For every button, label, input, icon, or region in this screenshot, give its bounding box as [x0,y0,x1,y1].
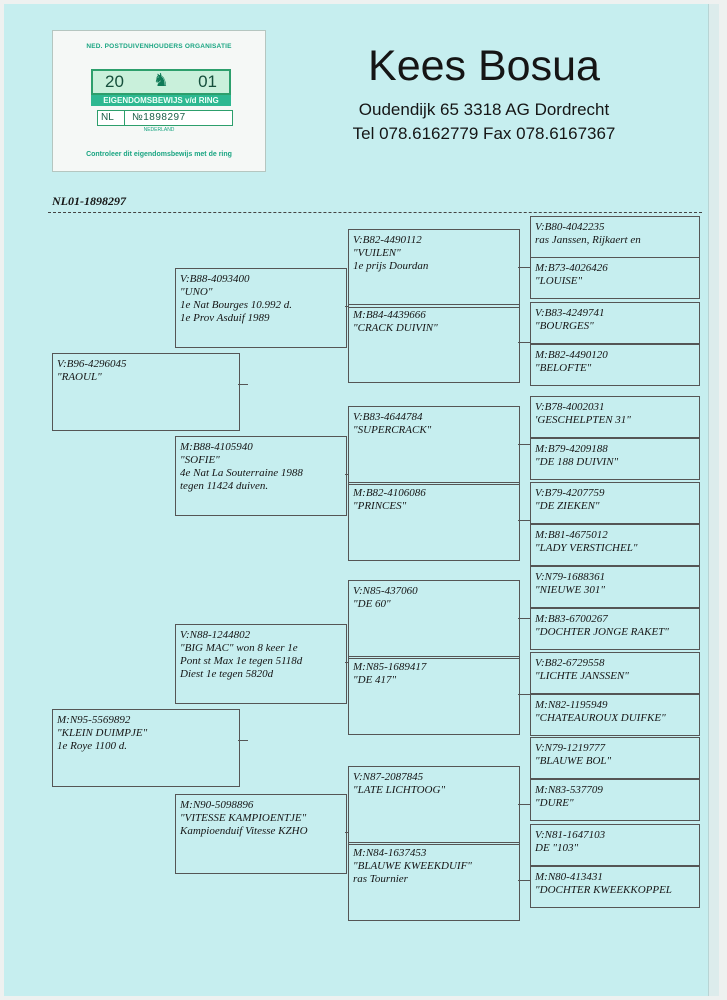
pedigree-line: 4e Nat La Souterraine 1988 [180,467,303,479]
pedigree-line: "DOCHTER JONGE RAKET" [535,626,669,638]
ancestor-box [530,216,700,258]
pedigree-connector [345,832,348,833]
pedigree-connector [238,384,248,385]
card-ring-divider [124,111,125,125]
ring-ownership-card [52,30,266,172]
pedigree-line: V:B79-4207759 [535,487,605,499]
pedigree-line: M:N84-1637453 [353,847,427,859]
pedigree-line: "DE 60" [353,598,391,610]
pedigree-line: V:B96-4296045 [57,358,127,370]
pedigree-line: "BLAUWE KWEEKDUIF" [353,860,472,872]
ancestor-box [530,524,700,566]
pedigree-line: V:N85-437060 [353,585,418,597]
pedigree-line: DE "103" [535,842,579,854]
pigeon-ring-number: NL01-1898297 [52,194,126,208]
parent-box [52,709,240,787]
grandparent-box [175,794,347,874]
pedigree-line: "CRACK DUIVIN" [353,322,438,334]
ancestor-box [530,438,700,480]
pedigree-line: "LOUISE" [535,275,583,287]
pedigree-line: V:N87-2087845 [353,771,424,783]
pedigree-line: tegen 11424 duiven. [180,480,269,492]
pedigree-line: "BIG MAC" won 8 keer 1e [180,642,298,654]
pedigree-line: V:B80-4042235 [535,221,605,233]
ancestor-box [530,652,700,694]
ancestor-box [530,257,700,299]
pedigree-line: 1e Roye 1100 d. [57,740,128,752]
pedigree-connector [518,444,530,445]
ancestor-box [530,396,700,438]
card-note: Controleer dit eigendomsbewijs met de ring [86,151,232,158]
page-edge [708,4,719,996]
pedigree-line: M:B88-4105940 [180,441,253,453]
card-organisation: NED. POSTDUIVENHOUDERS ORGANISATIE [86,43,232,50]
pedigree-connector [238,740,248,741]
pedigree-line: M:B79-4209188 [535,443,608,455]
pedigree-line: "PRINCES" [353,500,407,512]
pedigree-line: "UNO" [180,286,213,298]
ancestor-box [530,608,700,650]
great-grandparent-box [348,304,520,383]
great-grandparent-box [348,766,520,845]
parent-box [52,353,240,431]
ancestor-box [530,737,700,779]
lion-icon: ♞ [152,70,170,90]
pedigree-line: V:B88-4093400 [180,273,250,285]
great-grandparent-box [348,482,520,561]
pedigree-line: "BOURGES" [535,320,594,332]
pedigree-line: 1e Nat Bourges 10.992 d. [180,299,293,311]
ancestor-box [530,302,700,344]
pedigree-line: M:B82-4490120 [535,349,608,361]
pedigree-line: "DE ZIEKEN" [535,500,600,512]
grandparent-box [175,436,347,516]
pedigree-line: "NIEUWE 301" [535,584,606,596]
card-year-left: 20 [105,72,124,91]
ancestor-box [530,344,700,386]
pedigree-line: V:N79-1688361 [535,571,606,583]
pedigree-line: M:N85-1689417 [353,661,427,673]
pedigree-line: V:B82-4490112 [353,234,422,246]
pedigree-line: Pont st Max 1e tegen 5118d [180,655,303,667]
pedigree-line: V:B78-4002031 [535,401,605,413]
pedigree-line: M:B84-4439666 [353,309,426,321]
great-grandparent-box [348,406,520,485]
pedigree-connector [518,618,530,619]
pedigree-line: 'GESCHELPTEN 31" [535,414,631,426]
pedigree-line: "DE 417" [353,674,397,686]
pedigree-connector [345,662,348,663]
card-country: NEDERLAND [143,127,175,133]
card-country-code: NL [101,112,114,123]
ancestor-box [530,824,700,866]
pedigree-connector [518,267,530,268]
pedigree-page [4,4,719,996]
grandparent-box [175,624,347,704]
pedigree-line: M:B83-6700267 [535,613,608,625]
card-ring-box [97,110,233,126]
header-divider [48,212,702,213]
pedigree-line: ras Janssen, Rijkaert en [535,234,641,246]
grandparent-box [175,268,347,348]
card-year-right: 01 [198,72,217,91]
pedigree-line: "DOCHTER KWEEKKOPPEL [535,884,672,896]
pedigree-line: "BLAUWE BOL" [535,755,612,767]
pedigree-line: "DE 188 DUIVIN" [535,456,619,468]
ancestor-box [530,779,700,821]
pedigree-line: M:B82-4106086 [353,487,426,499]
pedigree-line: "RAOUL" [57,371,102,383]
great-grandparent-box [348,580,520,659]
ancestor-box [530,482,700,524]
pedigree-line: V:N88-1244802 [180,629,251,641]
pedigree-line: "CHATEAUROUX DUIFKE" [535,712,666,724]
pedigree-line: "DURE" [535,797,574,809]
ancestor-box [530,566,700,608]
pedigree-line: Kampioenduif Vitesse KZHO [180,825,308,837]
great-grandparent-box [348,229,520,308]
pedigree-line: "LATE LICHTOOG" [353,784,446,796]
pedigree-line: M:N83-537709 [535,784,603,796]
pedigree-line: "BELOFTE" [535,362,592,374]
pedigree-line: "LICHTE JANSSEN" [535,670,629,682]
pedigree-line: V:B83-4249741 [535,307,605,319]
pedigree-line: "SUPERCRACK" [353,424,432,436]
pedigree-line: V:N79-1219777 [535,742,606,754]
pedigree-line: M:B73-4026426 [535,262,608,274]
ancestor-box [530,866,700,908]
pedigree-line: V:B83-4644784 [353,411,423,423]
pedigree-line: "KLEIN DUIMPJE" [57,727,148,739]
pedigree-connector [345,474,348,475]
pedigree-line: M:B81-4675012 [535,529,608,541]
great-grandparent-box [348,656,520,735]
pedigree-line: V:N81-1647103 [535,829,606,841]
pedigree-connector [345,306,348,307]
owner-address: Oudendijk 65 3318 AG Dordrecht [358,100,610,119]
pedigree-line: "SOFIE" [180,454,220,466]
pedigree-line: 1e Prov Asduif 1989 [180,312,270,324]
pedigree-line: V:B82-6729558 [535,657,605,669]
card-year-band [91,69,231,95]
card-ring-number: №1898297 [132,112,186,123]
pedigree-line: M:N80-413431 [535,871,603,883]
pedigree-line: 1e prijs Dourdan [353,260,429,272]
pedigree-connector [518,804,530,805]
card-title: EIGENDOMSBEWIJS v/d RING [91,95,231,106]
pedigree-connector [518,520,530,521]
owner-phone: Tel 078.6162779 Fax 078.6167367 [352,124,616,143]
pedigree-line: M:N90-5098896 [180,799,254,811]
pedigree-line: "VUILEN" [353,247,401,259]
pedigree-connector [518,880,530,881]
pedigree-line: Diest 1e tegen 5820d [180,668,274,680]
ancestor-box [530,694,700,736]
pedigree-line: M:N95-5569892 [57,714,131,726]
pedigree-line: "LADY VERSTICHEL" [535,542,638,554]
great-grandparent-box [348,842,520,921]
pedigree-connector [518,342,530,343]
owner-name: Kees Bosua [368,42,600,90]
pedigree-line: ras Tournier [353,873,408,885]
pedigree-connector [518,694,530,695]
pedigree-line: M:N82-1195949 [535,699,608,711]
pedigree-line: "VITESSE KAMPIOENTJE" [180,812,307,824]
